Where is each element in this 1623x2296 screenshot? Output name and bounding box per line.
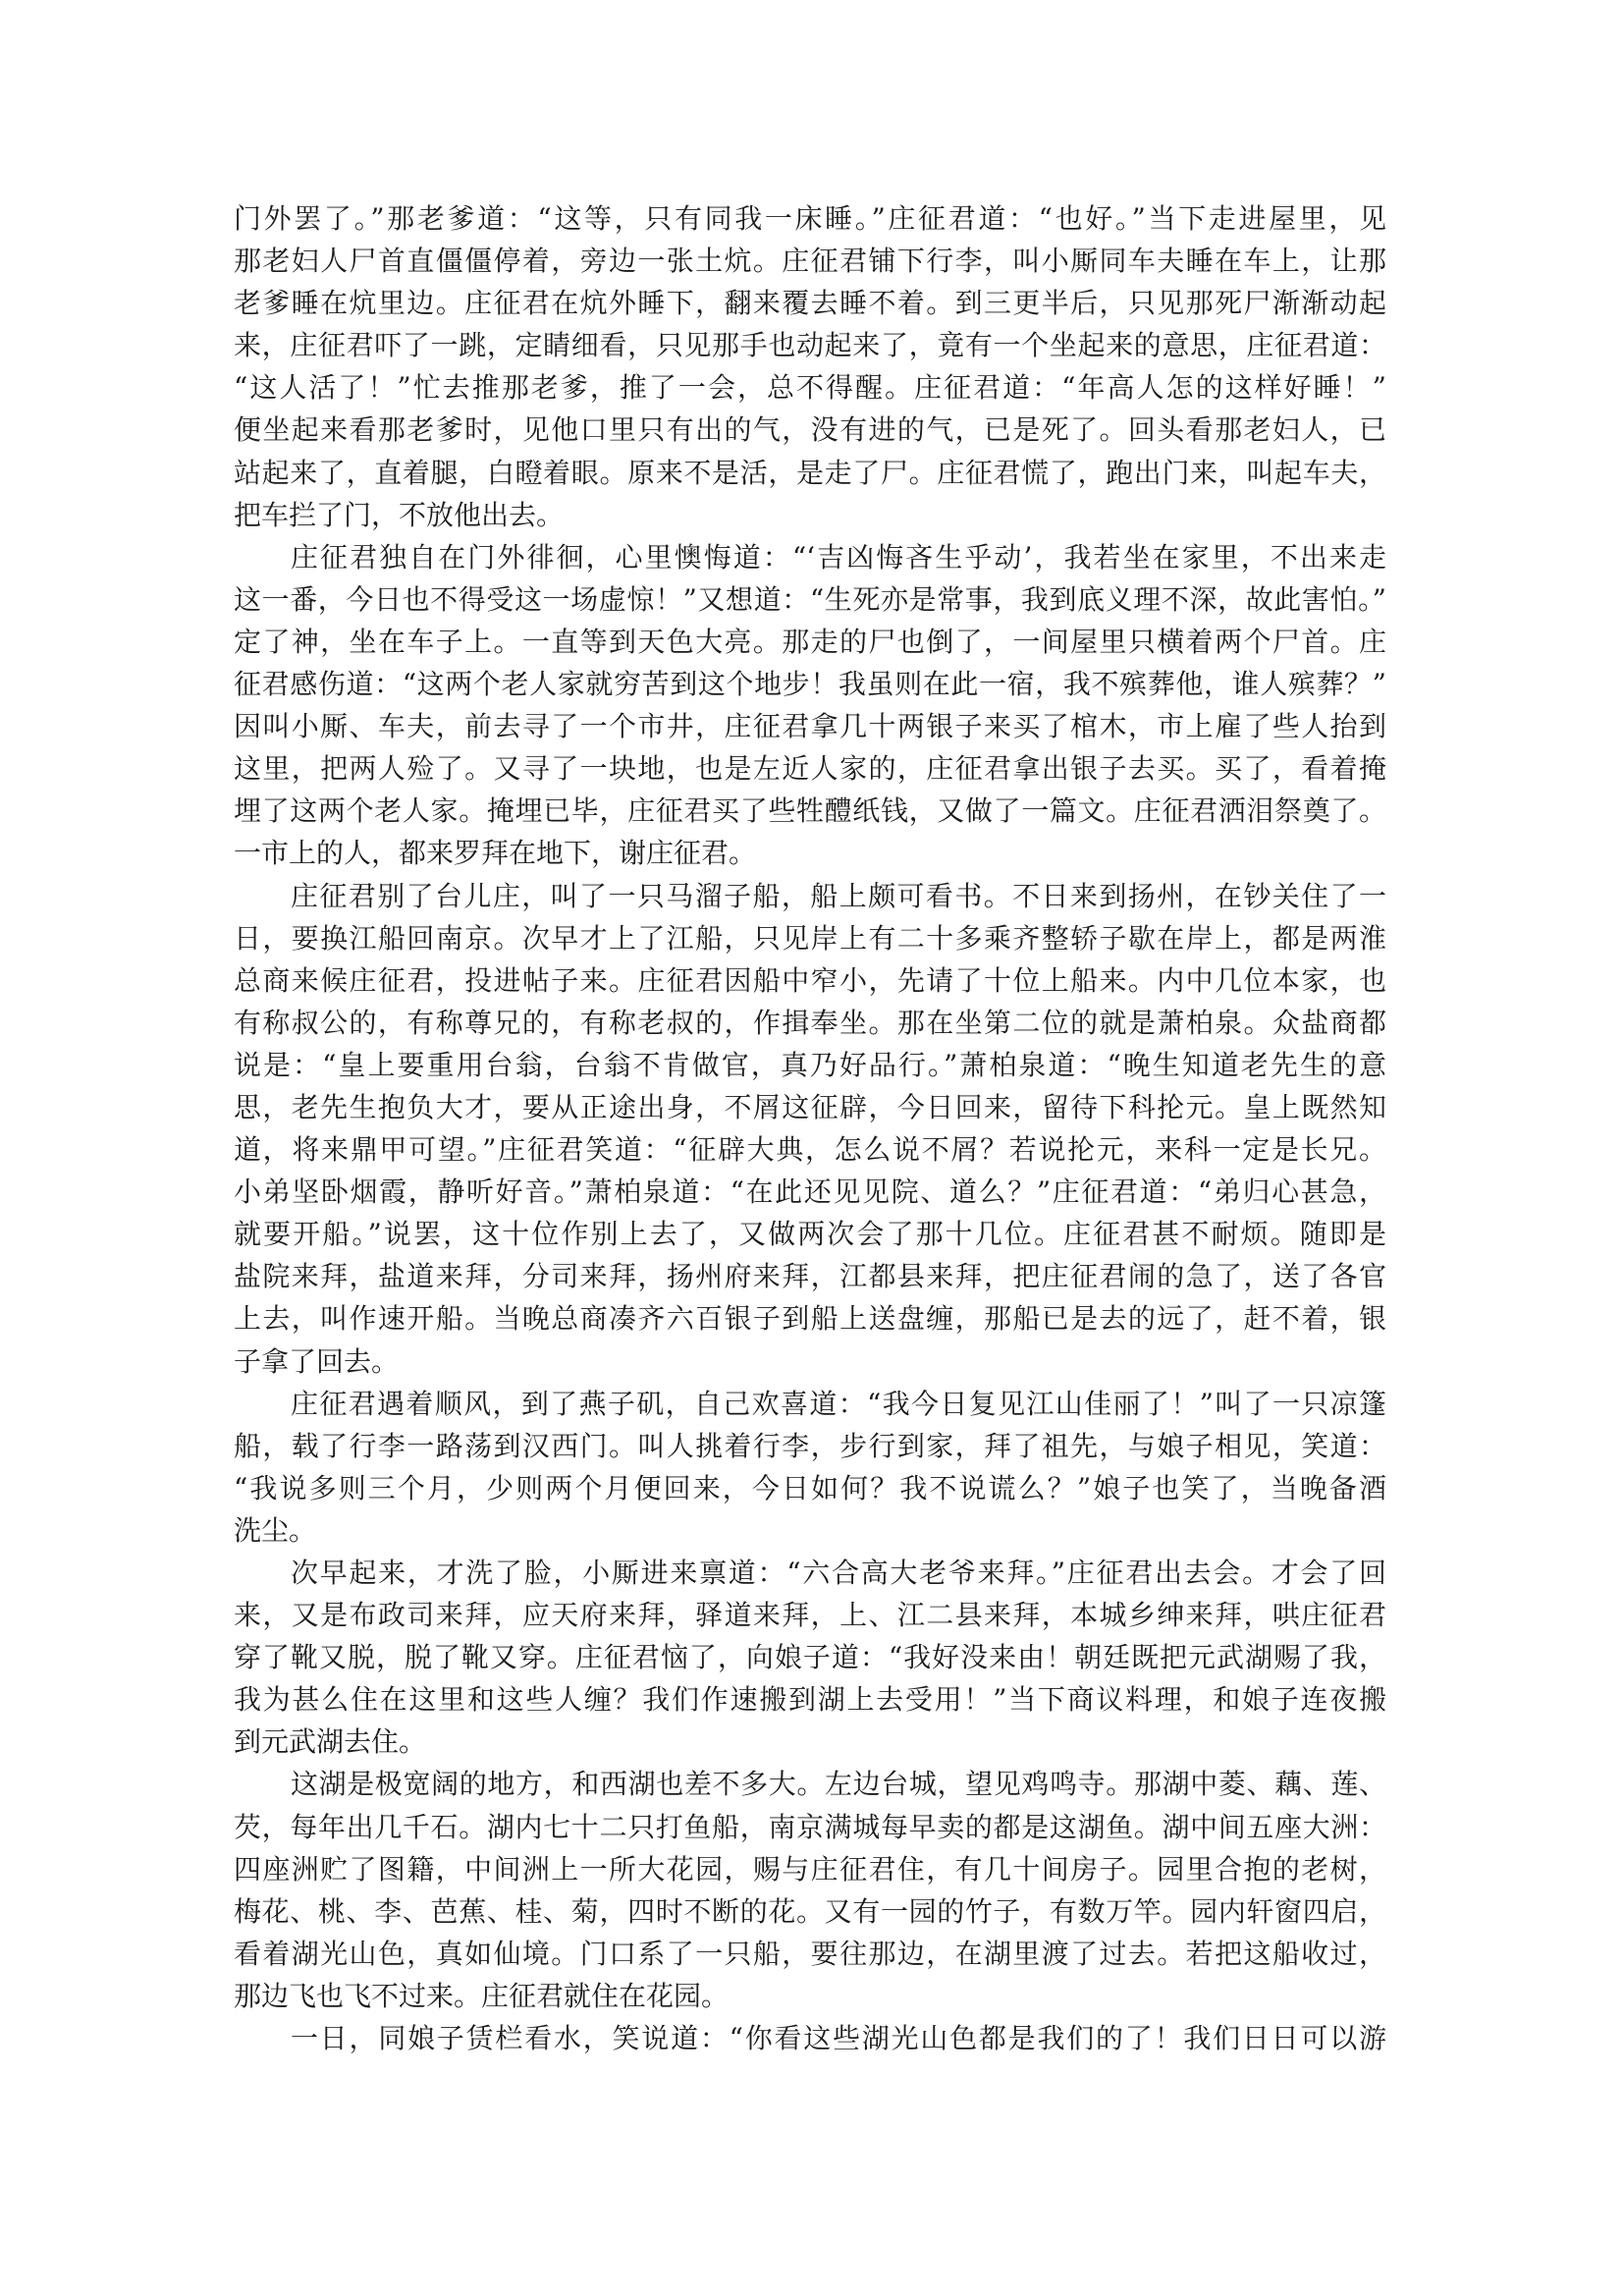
paragraph xyxy=(234,875,1386,1383)
text-line: 征君感伤道：“这两个老人家就穷苦到这个地步！我虽则在此一宿，我不殡葬他，谁人殡葬？” xyxy=(234,668,1386,701)
text-line: 盐院来拜，盐道来拜，分司来拜，扬州府来拜，江都县来拜，把庄征君闹的急了，送了各官 xyxy=(234,1260,1386,1293)
paragraph xyxy=(234,1763,1386,2017)
text-line: 总商来候庄征君，投进帖子来。庄征君因船中窄小，先请了十位上船来。内中几位本家，也 xyxy=(234,963,1386,997)
text-line: 小弟坚卧烟霞，静听好音。”萧柏泉道：“在此还见见院、道么？”庄征君道：“弟归心甚急， xyxy=(234,1175,1386,1209)
text-line: 来，庄征君吓了一跳，定睛细看，只见那手也动起来了，竟有一个坐起来的意思，庄征君道： xyxy=(234,329,1386,362)
text-line: 穿了靴又脱，脱了靴又穿。庄征君恼了，向娘子道：“我好没来由！朝廷既把元武湖赐了我， xyxy=(234,1641,1386,1674)
text-line: 来，又是布政司来拜，应天府来拜，驿道来拜，上、江二县来拜，本城乡绅来拜，哄庄征君 xyxy=(234,1599,1386,1632)
paragraph xyxy=(234,197,1386,536)
text-line: 洗尘。 xyxy=(234,1513,317,1547)
text-line: 老爹睡在炕里边。庄征君在炕外睡下，翻来覆去睡不着。到三更半后，只见那死尸渐渐动起 xyxy=(234,287,1386,320)
text-line: 道，将来鼎甲可望。”庄征君笑道：“征辟大典，怎么说不屑？若说抡元，来科一定是长兄。 xyxy=(234,1133,1386,1167)
text-line: 梅花、桃、李、芭蕉、桂、菊，四时不断的花。又有一园的竹子，有数万竿。园内轩窗四启， xyxy=(234,1894,1386,1928)
paragraph xyxy=(234,2017,1386,2059)
text-line: 定了神，坐在车子上。一直等到天色大亮。那走的尸也倒了，一间屋里只横着两个尸首。庄 xyxy=(234,625,1386,658)
text-line: 有称叔公的，有称尊兄的，有称老叔的，作揖奉坐。那在坐第二位的就是萧柏泉。众盐商都 xyxy=(234,1006,1386,1039)
text-line: 思，老先生抱负大才，要从正途出身，不屑这征辟，今日回来，留待下科抡元。皇上既然知 xyxy=(234,1090,1386,1123)
text-line: 船，载了行李一路荡到汉西门。叫人挑着行李，步行到家，拜了祖先，与娘子相见，笑道： xyxy=(234,1429,1386,1462)
text-line: 一日，同娘子赁栏看水，笑说道：“你看这些湖光山色都是我们的了！我们日日可以游 xyxy=(291,2022,1386,2055)
text-line: 子拿了回去。 xyxy=(234,1344,400,1378)
text-line: 日，要换江船回南京。次早才上了江船，只见岸上有二十多乘齐整轿子歇在岸上，都是两淮 xyxy=(234,921,1386,955)
text-line: 芡，每年出几千石。湖内七十二只打鱼船，南京满城每早卖的都是这湖鱼。湖中间五座大洲： xyxy=(234,1810,1386,1843)
text-line: 庄征君遇着顺风，到了燕子矶，自己欢喜道：“我今日复见江山佳丽了！”叫了一只凉篷 xyxy=(291,1387,1386,1420)
text-line: 一市上的人，都来罗拜在地下，谢庄征君。 xyxy=(234,837,757,870)
paragraph xyxy=(234,536,1386,875)
document-body xyxy=(234,197,1386,2059)
text-line: 说是：“皇上要重用台翁，台翁不肯做官，真乃好品行。”萧柏泉道：“晚生知道老先生的意 xyxy=(234,1048,1386,1081)
text-line: 那边飞也飞不过来。庄征君就住在花园。 xyxy=(234,1979,730,2012)
paragraph xyxy=(234,1383,1386,1552)
text-line: 庄征君独自在门外徘徊，心里懊悔道：“‘吉凶悔吝生乎动’，我若坐在家里，不出来走 xyxy=(291,540,1386,574)
text-line: 这一番，今日也不得受这一场虚惊！”又想道：“生死亦是常事，我到底义理不深，故此害怕。” xyxy=(234,582,1386,616)
text-line: “我说多则三个月，少则两个月便回来，今日如何？我不说谎么？”娘子也笑了，当晚备酒 xyxy=(234,1471,1386,1504)
text-line: 四座洲贮了图籍，中间洲上一所大花园，赐与庄征君住，有几十间房子。园里合抱的老树， xyxy=(234,1852,1386,1886)
text-line: 庄征君别了台儿庄，叫了一只马溜子船，船上颇可看书。不日来到扬州，在钞关住了一 xyxy=(291,879,1386,912)
text-line: “这人活了！”忙去推那老爹，推了一会，总不得醒。庄征君道：“年高人怎的这样好睡！” xyxy=(234,371,1386,405)
text-line: 站起来了，直着腿，白瞪着眼。原来不是活，是走了尸。庄征君慌了，跑出门来，叫起车夫， xyxy=(234,456,1386,489)
text-line: 门外罢了。”那老爹道：“这等，只有同我一床睡。”庄征君道：“也好。”当下走进屋里，见 xyxy=(234,202,1386,235)
text-line: 看着湖光山色，真如仙境。门口系了一只船，要往那边，在湖里渡了过去。若把这船收过， xyxy=(234,1937,1386,1970)
text-line: 这湖是极宽阔的地方，和西湖也差不多大。左边台城，望见鸡鸣寺。那湖中菱、藕、莲、 xyxy=(291,1768,1386,1801)
text-line: 这里，把两人殓了。又寻了一块地，也是左近人家的，庄征君拿出银子去买。买了，看着掩 xyxy=(234,752,1386,786)
text-line: 便坐起来看那老爹时，见他口里只有出的气，没有进的气，已是死了。回头看那老妇人，已 xyxy=(234,413,1386,447)
text-line: 我为甚么住在这里和这些人缠？我们作速搬到湖上去受用！”当下商议料理，和娘子连夜搬 xyxy=(234,1683,1386,1717)
text-line: 到元武湖去住。 xyxy=(234,1725,427,1759)
text-line: 埋了这两个老人家。掩埋已毕，庄征君买了些牲醴纸钱，又做了一篇文。庄征君洒泪祭奠了。 xyxy=(234,794,1386,828)
text-line: 就要开船。”说罢，这十位作别上去了，又做两次会了那十几位。庄征君甚不耐烦。随即是 xyxy=(234,1218,1386,1251)
text-line: 上去，叫作速开船。当晚总商凑齐六百银子到船上送盘缠，那船已是去的远了，赶不着，银 xyxy=(234,1302,1386,1336)
paragraph xyxy=(234,1552,1386,1763)
text-line: 那老妇人尸首直僵僵停着，旁边一张土炕。庄征君铺下行李，叫小厮同车夫睡在车上，让那 xyxy=(234,245,1386,278)
text-line: 次早起来，才洗了脸，小厮进来禀道：“六合高大老爷来拜。”庄征君出去会。才会了回 xyxy=(291,1557,1386,1589)
text-line: 因叫小厮、车夫，前去寻了一个市井，庄征君拿几十两银子来买了棺木，市上雇了些人抬到 xyxy=(234,710,1386,743)
text-line: 把车拦了门，不放他出去。 xyxy=(234,498,565,531)
